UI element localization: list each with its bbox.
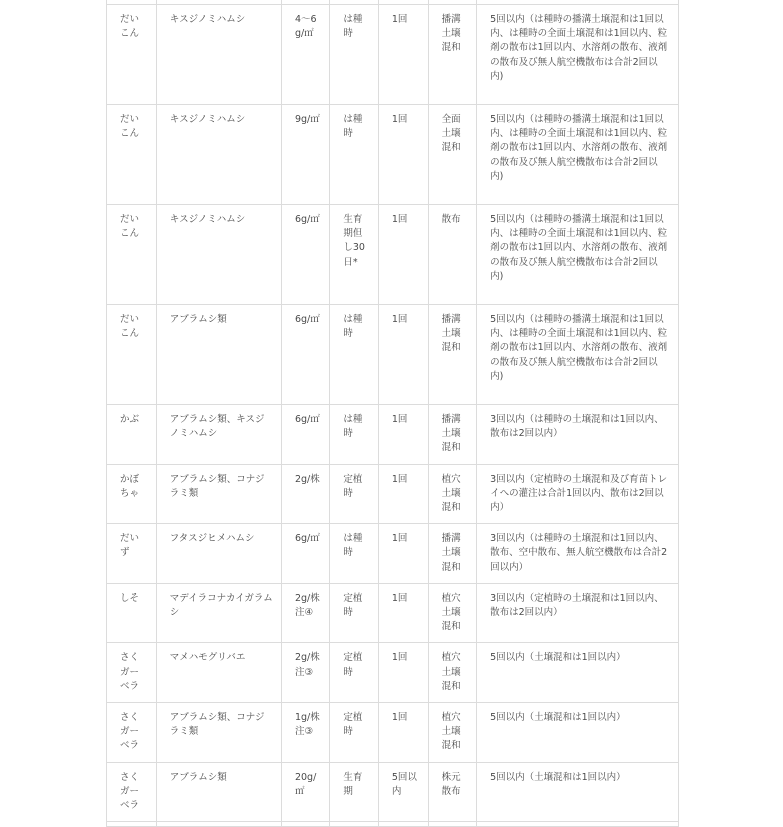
amount-cell: 9g/㎡: [281, 105, 329, 205]
timing-cell: 定植時: [330, 643, 378, 703]
times-cell: 1回: [378, 643, 428, 703]
total-times-cell: 5回以内（は種時の播溝土壌混和は1回以内、は種時の全面土壌混和は1回以内、粒剤の散布は1回以内、水溶剤の散布、液剤の散布及び無人航空機散布は合計2回以内): [477, 305, 679, 405]
crop-cell: かぼちゃ: [107, 464, 157, 524]
method-cell: 植穴土壌混和: [428, 583, 476, 643]
timing-cell: は種時: [330, 305, 378, 405]
table-row: [107, 205, 679, 305]
total-times-cell: 5回以内（は種時の播溝土壌混和は1回以内、は種時の全面土壌混和は1回以内、粒剤の散布は1回以内、水溶剤の散布、液剤の散布及び無人航空機散布は合計2回以内): [477, 105, 679, 205]
times-cell: 1回: [378, 405, 428, 465]
pest-cell: アブラムシ類: [156, 762, 281, 822]
amount-cell: 6g/㎡: [281, 305, 329, 405]
crop-cell: だいこん: [107, 205, 157, 305]
crop-cell: さくガーベラ: [107, 703, 157, 763]
method-cell: 株元散布: [428, 762, 476, 822]
table-row: [107, 5, 679, 105]
table-row: [107, 464, 679, 524]
table-row-partial-bottom: [107, 822, 679, 827]
crop-cell: だいこん: [107, 305, 157, 405]
crop-cell: だいず: [107, 524, 157, 584]
total-times-cell: 3回以内（は種時の土壌混和は1回以内、散布、空中散布、無人航空機散布は合計2回以内）: [477, 524, 679, 584]
times-cell: 1回: [378, 5, 428, 105]
amount-cell: 4～6g/㎡: [281, 5, 329, 105]
table-row: [107, 643, 679, 703]
pest-cell: アブラムシ類、コナジラミ類: [156, 703, 281, 763]
timing-cell: 生育期: [330, 762, 378, 822]
pest-cell: キスジノミハムシ: [156, 105, 281, 205]
times-cell: 5回以内: [378, 762, 428, 822]
table-row: [107, 524, 679, 584]
total-times-cell: 5回以内（は種時の播溝土壌混和は1回以内、は種時の全面土壌混和は1回以内、粒剤の散布は1回以内、水溶剤の散布、液剤の散布及び無人航空機散布は合計2回以内): [477, 5, 679, 105]
times-cell: 1回: [378, 305, 428, 405]
total-times-cell: 5回以内（土壌混和は1回以内）: [477, 762, 679, 822]
total-times-cell: 3回以内（定植時の土壌混和及び育苗トレイへの灌注は合計1回以内、散布は2回以内）: [477, 464, 679, 524]
table-row: [107, 583, 679, 643]
amount-cell: 6g/㎡: [281, 524, 329, 584]
total-times-cell: 5回以内（土壌混和は1回以内）: [477, 643, 679, 703]
times-cell: 1回: [378, 464, 428, 524]
crop-cell: さくガーベラ: [107, 643, 157, 703]
amount-cell: 6g/㎡: [281, 405, 329, 465]
method-cell: 播溝土壌混和: [428, 5, 476, 105]
timing-cell: 生育期但し30日*: [330, 205, 378, 305]
crop-cell: かぶ: [107, 405, 157, 465]
times-cell: 1回: [378, 703, 428, 763]
method-cell: 散布: [428, 205, 476, 305]
amount-cell: 2g/株注③: [281, 643, 329, 703]
amount-cell: 2g/株: [281, 464, 329, 524]
pest-cell: アブラムシ類、キスジノミハムシ: [156, 405, 281, 465]
table-row: [107, 762, 679, 822]
crop-cell: だいこん: [107, 5, 157, 105]
pest-cell: マデイラコナカイガラムシ: [156, 583, 281, 643]
timing-cell: は種時: [330, 405, 378, 465]
crop-cell: しそ: [107, 583, 157, 643]
amount-cell: 20g/㎡: [281, 762, 329, 822]
method-cell: 全面土壌混和: [428, 105, 476, 205]
pesticide-usage-table: [106, 0, 679, 827]
table-row: [107, 105, 679, 205]
method-cell: 播溝土壌混和: [428, 405, 476, 465]
pest-cell: フタスジヒメハムシ: [156, 524, 281, 584]
pest-cell: キスジノミハムシ: [156, 205, 281, 305]
table-row: [107, 305, 679, 405]
timing-cell: 定植時: [330, 703, 378, 763]
amount-cell: 2g/株注④: [281, 583, 329, 643]
total-times-cell: 5回以内（は種時の播溝土壌混和は1回以内、は種時の全面土壌混和は1回以内、粒剤の散布は1回以内、水溶剤の散布、液剤の散布及び無人航空機散布は合計2回以内): [477, 205, 679, 305]
timing-cell: は種時: [330, 105, 378, 205]
method-cell: 植穴土壌混和: [428, 643, 476, 703]
crop-cell: だいこん: [107, 105, 157, 205]
pest-cell: アブラムシ類、コナジラミ類: [156, 464, 281, 524]
crop-cell: さくガーベラ: [107, 762, 157, 822]
timing-cell: 定植時: [330, 464, 378, 524]
table-row: [107, 405, 679, 465]
method-cell: 植穴土壌混和: [428, 464, 476, 524]
timing-cell: は種時: [330, 524, 378, 584]
pest-cell: マメハモグリバエ: [156, 643, 281, 703]
method-cell: 播溝土壌混和: [428, 305, 476, 405]
total-times-cell: 3回以内（定植時の土壌混和は1回以内、散布は2回以内）: [477, 583, 679, 643]
times-cell: 1回: [378, 205, 428, 305]
total-times-cell: 3回以内（は種時の土壌混和は1回以内、散布は2回以内）: [477, 405, 679, 465]
method-cell: 播溝土壌混和: [428, 524, 476, 584]
timing-cell: は種時: [330, 5, 378, 105]
amount-cell: 1g/株注③: [281, 703, 329, 763]
table-row: [107, 703, 679, 763]
times-cell: 1回: [378, 583, 428, 643]
timing-cell: 定植時: [330, 583, 378, 643]
method-cell: 植穴土壌混和: [428, 703, 476, 763]
pest-cell: アブラムシ類: [156, 305, 281, 405]
amount-cell: 6g/㎡: [281, 205, 329, 305]
total-times-cell: 5回以内（土壌混和は1回以内）: [477, 703, 679, 763]
times-cell: 1回: [378, 105, 428, 205]
times-cell: 1回: [378, 524, 428, 584]
pest-cell: キスジノミハムシ: [156, 5, 281, 105]
pesticide-usage-table-container: [106, 0, 679, 827]
